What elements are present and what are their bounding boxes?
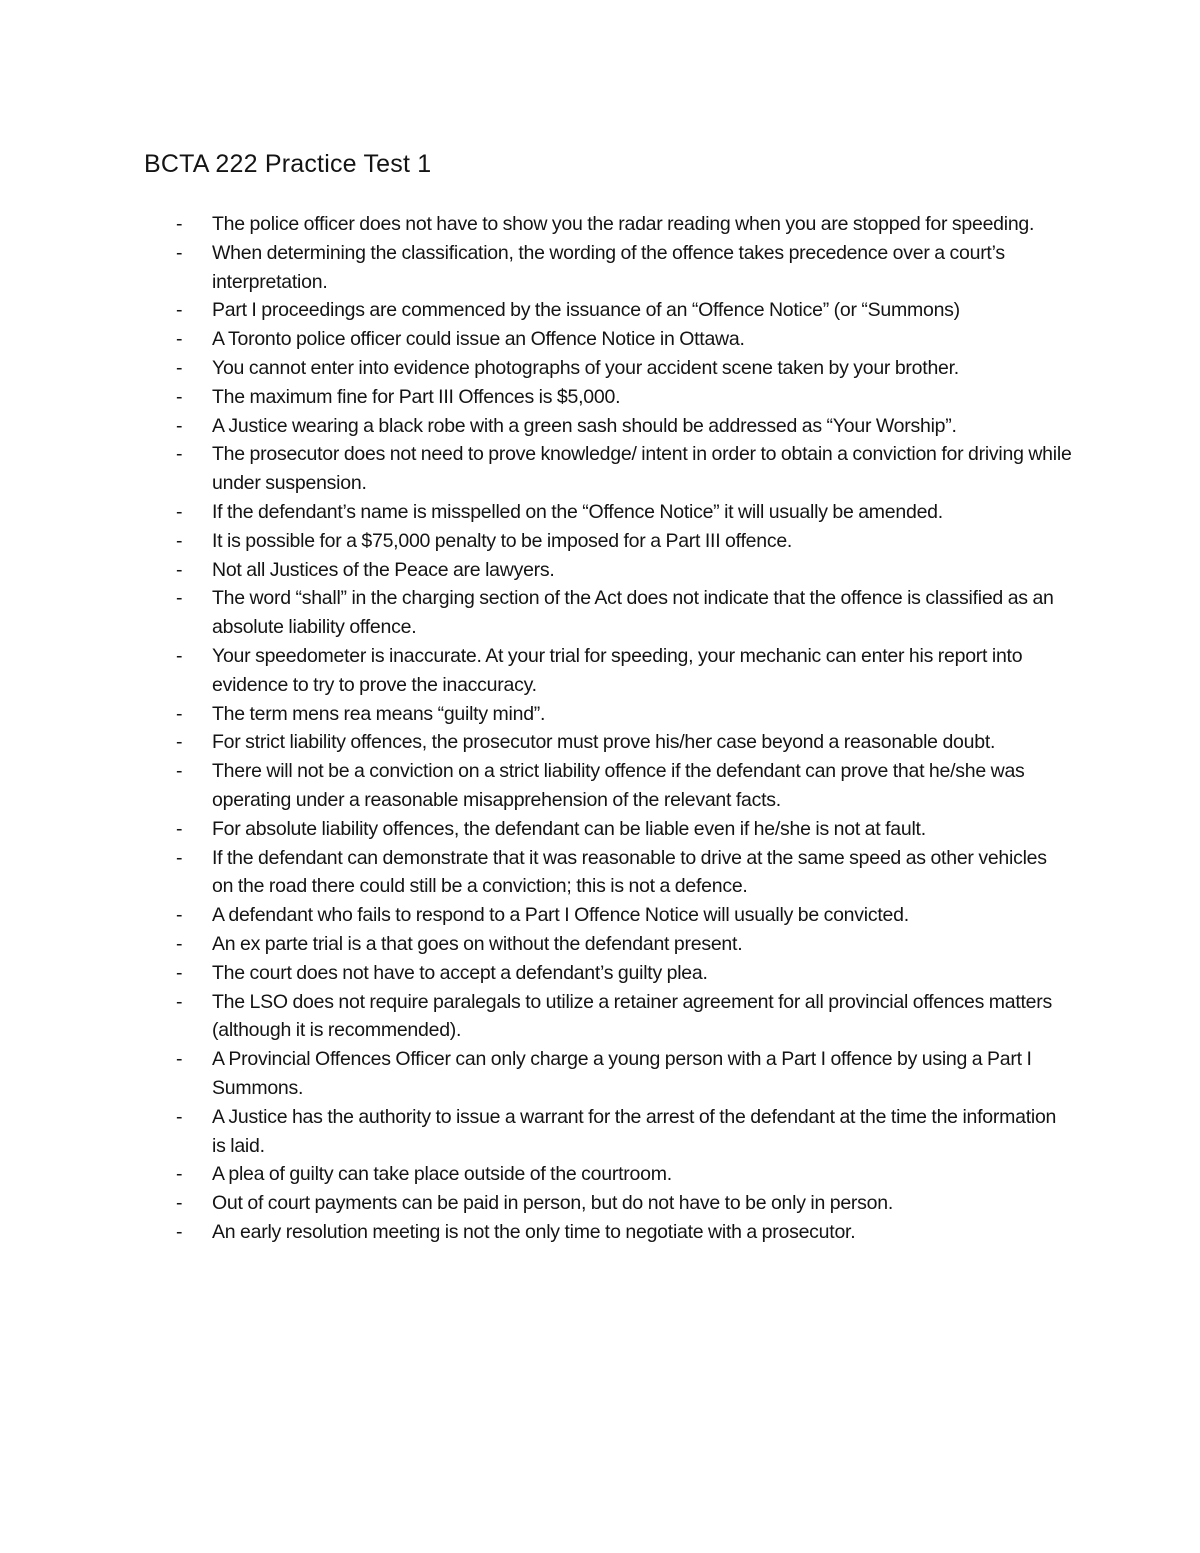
bullet-dash: - (176, 1220, 183, 1243)
list-item (0, 988, 1072, 1046)
list-item-text: An ex parte trial is a that goes on without the defendant present. (212, 932, 743, 955)
bullet-dash: - (176, 644, 183, 667)
bullet-dash: - (176, 213, 183, 235)
list-item (0, 412, 1072, 441)
bullet-dash: - (176, 443, 183, 466)
list-item (0, 901, 1072, 930)
list-item-text: The court does not have to accept a defendant’s guilty plea. (212, 961, 708, 984)
list-item (0, 354, 1072, 383)
list-item (0, 383, 1072, 412)
list-item-text: Out of court payments can be paid in person, but do not have to be only in person. (212, 1192, 894, 1215)
bullet-dash: - (176, 932, 183, 955)
bullet-dash: - (176, 1192, 183, 1215)
list-item (0, 584, 1072, 642)
bullet-dash: - (176, 385, 183, 408)
bullet-dash: - (176, 846, 183, 869)
list-item (0, 1045, 1072, 1103)
bullet-dash: - (176, 529, 183, 552)
list-item (0, 1218, 1072, 1247)
list-item (0, 700, 1072, 729)
list-item (0, 757, 1072, 815)
bullet-dash: - (176, 961, 183, 984)
list-item-text: A Justice has the authority to issue a warrant for the arrest of the defendant at the time the information is laid. (212, 1105, 1057, 1157)
list-item (0, 642, 1072, 700)
list-item (0, 1103, 1072, 1161)
list-item-text: The maximum fine for Part III Offences is $5,000. (212, 385, 621, 408)
list-item (0, 527, 1072, 556)
list-item (0, 498, 1072, 527)
list-item-text: Part I proceedings are commenced by the issuance of an “Offence Notice” (or “Summons) (212, 299, 960, 322)
list-item-text: For absolute liability offences, the defendant can be liable even if he/she is not at fault. (212, 817, 926, 840)
list-item-text: A Justice wearing a black robe with a green sash should be addressed as “Your Worship”. (212, 414, 957, 437)
bullet-dash: - (176, 1105, 183, 1128)
bullet-dash: - (176, 241, 183, 264)
list-item (0, 239, 1072, 297)
list-item-text: The LSO does not require paralegals to utilize a retainer agreement for all provincial offences matters (although it is recommended). (212, 990, 1053, 1042)
list-item (0, 440, 1072, 498)
bullet-dash: - (176, 760, 183, 783)
list-item (0, 844, 1072, 902)
list-item-text: The term mens rea means “guilty mind”. (212, 702, 546, 725)
list-item-text: The police officer does not have to show you the radar reading when you are stopped for speeding. (212, 213, 1035, 235)
list-item-text: When determining the classification, the wording of the offence takes precedence over a court’s interpretation. (212, 241, 1005, 293)
list-item (0, 728, 1072, 757)
list-item-text: A Toronto police officer could issue an Offence Notice in Ottawa. (212, 328, 745, 351)
list-item (0, 296, 1072, 325)
list-item (0, 959, 1072, 988)
list-item-text: Not all Justices of the Peace are lawyers. (212, 558, 555, 581)
list-item-text: For strict liability offences, the prosecutor must prove his/her case beyond a reasonable doubt. (212, 731, 996, 754)
list-item-text: An early resolution meeting is not the only time to negotiate with a prosecutor. (212, 1220, 856, 1243)
bullet-dash: - (176, 587, 183, 610)
bullet-dash: - (176, 414, 183, 437)
list-item-text: The prosecutor does not need to prove knowledge/ intent in order to obtain a conviction for driving while under suspension. (212, 443, 1072, 495)
bullet-dash: - (176, 702, 183, 725)
list-item-text: Your speedometer is inaccurate. At your trial for speeding, your mechanic can enter his report into evidence to try to prove the inaccuracy. (212, 644, 1023, 696)
list-item (0, 325, 1072, 354)
list-item-text: A Provincial Offences Officer can only charge a young person with a Part I offence by using a Part I Summons. (212, 1048, 1032, 1099)
list-item (0, 930, 1072, 959)
bullet-dash: - (176, 731, 183, 754)
bullet-dash: - (176, 904, 183, 927)
list-item (0, 1160, 1072, 1189)
list-item-text: You cannot enter into evidence photographs of your accident scene taken by your brother. (212, 356, 959, 379)
list-item (0, 815, 1072, 844)
bullet-dash: - (176, 817, 183, 840)
list-item-text: A defendant who fails to respond to a Part I Offence Notice will usually be convicted. (212, 904, 909, 927)
list-item-text: There will not be a conviction on a strict liability offence if the defendant can prove that he/she was operating under a reasonable misapprehension of the relevant facts. (212, 760, 1025, 811)
list-item (0, 1189, 1072, 1218)
list-item-text: It is possible for a $75,000 penalty to be imposed for a Part III offence. (212, 529, 793, 552)
bullet-dash: - (176, 558, 183, 581)
bullet-dash: - (176, 1163, 183, 1186)
list-item-text: A plea of guilty can take place outside of the courtroom. (212, 1163, 672, 1186)
bullet-dash: - (176, 1048, 183, 1071)
bullet-dash: - (176, 328, 183, 351)
bullet-dash: - (176, 356, 183, 379)
bullet-dash: - (176, 990, 183, 1013)
list-item-text: If the defendant can demonstrate that it was reasonable to drive at the same speed as other vehicles on the road there could still be a conviction; this is not a defence. (212, 846, 1047, 898)
list-item (0, 210, 1072, 239)
list-item (0, 556, 1072, 585)
list-item-text: If the defendant’s name is misspelled on the “Offence Notice” it will usually be amended. (212, 500, 943, 523)
list-item-text: The word “shall” in the charging section of the Act does not indicate that the offence is classified as an absolute liability offence. (212, 587, 1054, 639)
statement-list (0, 210, 1200, 1247)
bullet-dash: - (176, 299, 183, 322)
bullet-dash: - (176, 500, 183, 523)
document-title: BCTA 222 Practice Test 1 (144, 150, 432, 178)
